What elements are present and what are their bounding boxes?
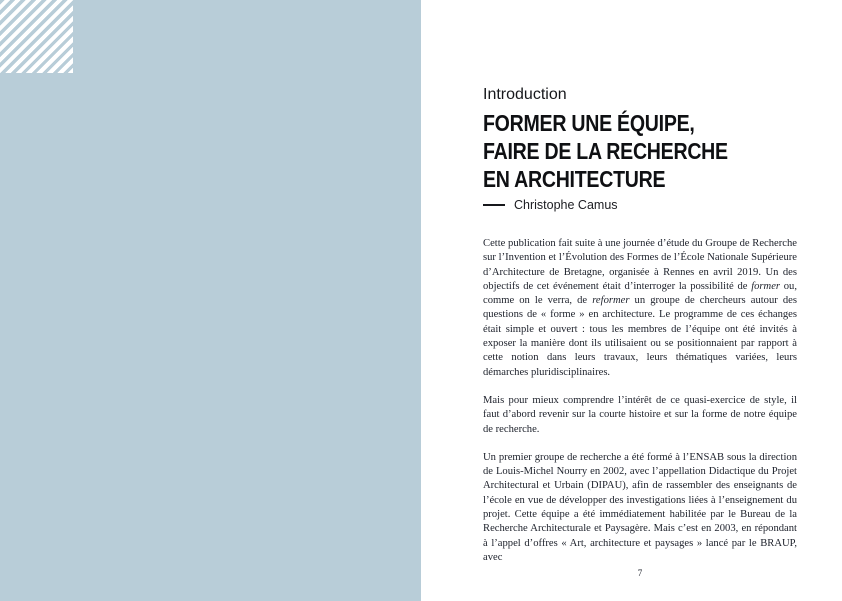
title-line-1: FORMER UNE ÉQUIPE, (483, 110, 695, 136)
body-text (483, 237, 797, 565)
author-name: Christophe Camus (514, 198, 618, 212)
article-title (483, 109, 750, 193)
article (483, 84, 797, 565)
author-dash (483, 204, 505, 206)
page-number: 7 (637, 568, 643, 578)
paragraph-1 (483, 237, 797, 380)
title-line-2: FAIRE DE LA RECHERCHE (483, 138, 728, 164)
right-page (421, 0, 842, 601)
paragraph-3: Un premier groupe de recherche a été formé à l’ENSAB sous la direction de Louis-Michel Nourry en 2002, avec l’appellation Didactique du Projet Architectural et Urbain (DIPAU), afin de rassembler des enseignants de l’école en vue de développer des investigations liées à l’enseignement du projet. Cette équipe a été immédiatement habilitée par le Bureau de la Recherche Architecturale et Paysagère. Mais c’est en 2003, en répondant à l’appel d’offres « Art, architecture et paysages » lancé par le BRAUP, avec (483, 451, 797, 563)
text-run-italic: reformer (592, 295, 630, 307)
title-line-3: EN ARCHITECTURE (483, 166, 666, 192)
text-run: ou, comme on le verra, de (483, 280, 797, 307)
author-row (483, 197, 797, 213)
hatch-pattern-swatch (0, 0, 73, 73)
paragraph-2: Mais pour mieux comprendre l’intérêt de ce quasi-exercice de style, il faut d’abord revenir sur la courte histoire et sur la forme de notre équipe de recherche. (483, 394, 797, 435)
text-run: Cette publication fait suite à une journée d’étude du Groupe de Recherche sur l’Invention et l’Évolution des Formes de l’École Nationale Supérieure d’Architecture de Bretagne, organisée à Rennes en avril 2019. Un des objectifs de cet événement était d’interroger la possibilité de (483, 238, 797, 292)
text-run: un groupe de chercheurs autour des questions de « forme » en architecture. Le programme de ces échanges était simple et ouvert : tous les membres de l’équipe ont été invités à exposer la manière dont ils utilisaient ou se positionnaient par rapport à cette notion dans leurs travaux, leurs thématiques variées, leurs démarches pluridisciplinaires. (483, 295, 797, 378)
section-kicker: Introduction (483, 86, 567, 103)
text-run-italic: former (751, 280, 781, 292)
